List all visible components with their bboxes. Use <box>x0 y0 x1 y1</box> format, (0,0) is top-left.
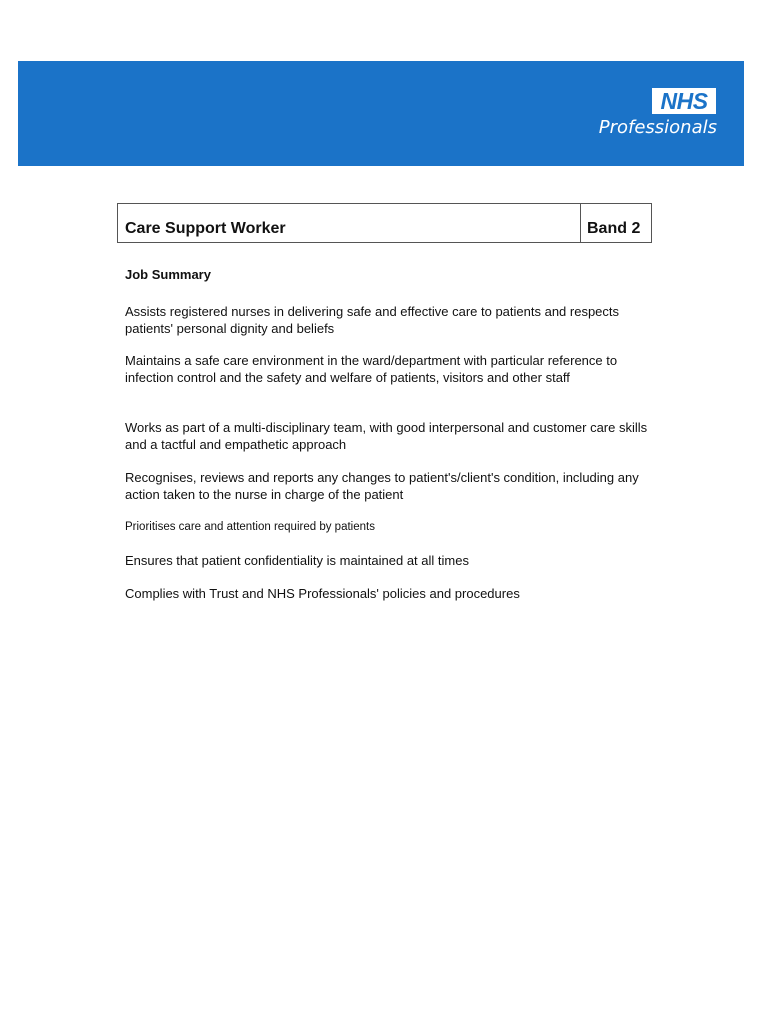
job-title: Care Support Worker <box>125 220 286 237</box>
summary-item: Prioritises care and attention required by patients <box>125 521 375 533</box>
summary-item: Maintains a safe care environment in the ward/department with particular reference to infection control and the safety and welfare of patients, visitors and other staff <box>125 353 618 385</box>
summary-item: Complies with Trust and NHS Professionals' policies and procedures <box>125 586 520 601</box>
nhs-logo-text: NHS <box>660 88 708 114</box>
nhs-professionals-subtitle: Professionals <box>598 117 717 138</box>
summary-item: Ensures that patient confidentiality is maintained at all times <box>125 553 469 568</box>
summary-item: Recognises, reviews and reports any changes to patient's/client's condition, including any action taken to the nurse in charge of the patient <box>125 470 639 502</box>
job-title-box <box>117 203 652 243</box>
job-summary-heading: Job Summary <box>125 267 211 282</box>
title-divider <box>580 204 581 242</box>
nhs-logo <box>652 88 716 114</box>
summary-item: Assists registered nurses in delivering safe and effective care to patients and respects patients' personal dignity and beliefs <box>125 304 620 336</box>
summary-item: Works as part of a multi-disciplinary team, with good interpersonal and customer care skills and a tactful and empathetic approach <box>125 420 648 452</box>
job-band: Band 2 <box>587 220 641 237</box>
header-banner <box>18 61 744 166</box>
